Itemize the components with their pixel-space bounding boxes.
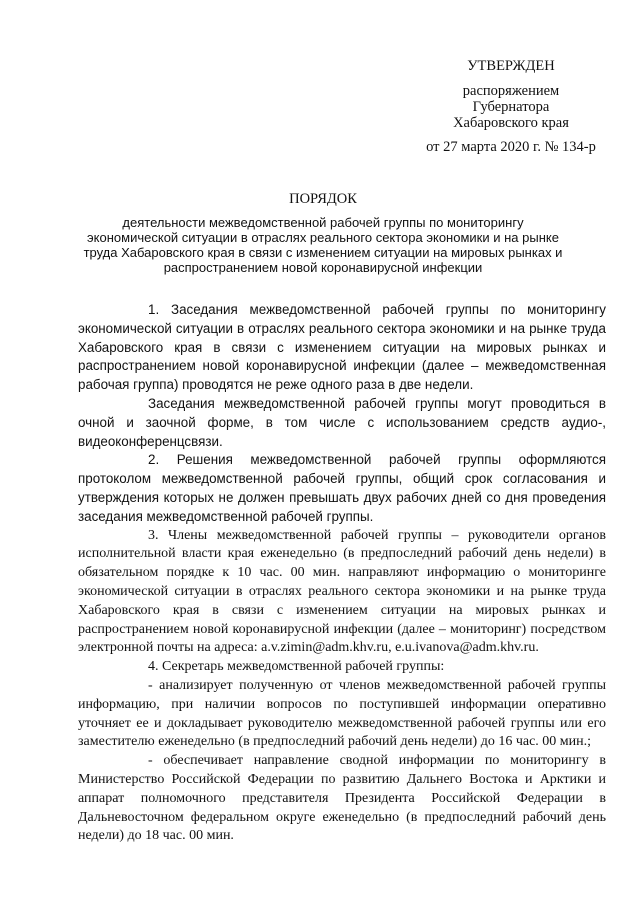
document-body [78,301,606,846]
approval-date-number: от 27 марта 2020 г. № 134-р [426,139,596,155]
paragraph-1-continued: Заседания межведомственной рабочей группы могут проводиться в очной и заочной форме, в том числе с использованием средств аудио-, видеоконференцсвязи. [78,395,606,449]
document-subtitle: деятельности межведомственной рабочей группы по мониторингу экономической ситуации в отраслях реального сектора экономики и на рынке труда Хабаровского края в связи с изменением ситуации на мировых рынках и распространением новой коронавирусной инфекции [83,215,563,275]
paragraph-4-item-2: - обеспечивает направление сводной информации по мониторингу в Министерство Российской Федерации по развитию Дальнего Востока и Арктики и аппарат полномочного представителя Президента Российской Федерации в Дальневосточном федеральном округе еженедельно (в предпоследний рабочий день недели) до 18 час. 00 мин. [78,753,606,844]
approval-stamp [396,58,626,155]
approved-label: УТВЕРЖДЕН [467,58,555,74]
paragraph-1: 1. Заседания межведомственной рабочей группы по мониторингу экономической ситуации в отраслях реального сектора экономики и на рынке труда Хабаровского края в связи с изменением ситуации на мировых рынках и распространением новой коронавирусной инфекции (далее – межведомственная рабочая группа) проводятся не реже одного раза в две недели. [78,302,606,393]
paragraph-2: 2. Решения межведомственной рабочей группы оформляются протоколом межведомственной рабочей группы, общий срок согласования и утверждения которых не должен превышать двух рабочих дней со дня проведения заседания межведомственной рабочей группы. [78,452,606,524]
paragraph-3: 3. Члены межведомственной рабочей группы – руководители органов исполнительной власти края еженедельно (в предпоследний рабочий день недели) в обязательном порядке к 10 час. 00 мин. направляют информацию о мониторинге экономической ситуации в отраслях реального сектора экономики и на рынке труда Хабаровского края в связи с изменением ситуации на мировых рынках и распространением новой коронавирусной инфекции (далее – мониторинг) посредством электронной почты на адреса: a.v.zimin@adm.khv.ru, e.u.ivanova@adm.khv.ru. [78,527,606,656]
approval-by-line: Хабаровского края [453,115,569,131]
approval-by-line: распоряжением [462,83,560,99]
document-heading: ПОРЯДОК [289,191,357,207]
paragraph-4: 4. Секретарь межведомственной рабочей группы: [148,659,445,675]
document-title-block [78,191,568,275]
approval-by-line: Губернатора [472,99,550,115]
paragraph-4-item-1: - анализирует полученную от членов межведомственной рабочей группы информацию, при наличии вопросов по поступившей информации оперативно уточняет ее и докладывает руководителю межведомственной рабочей группы или его заместителю еженедельно (в предпоследний рабочий день недели) до 16 час. 00 мин.; [78,677,606,750]
